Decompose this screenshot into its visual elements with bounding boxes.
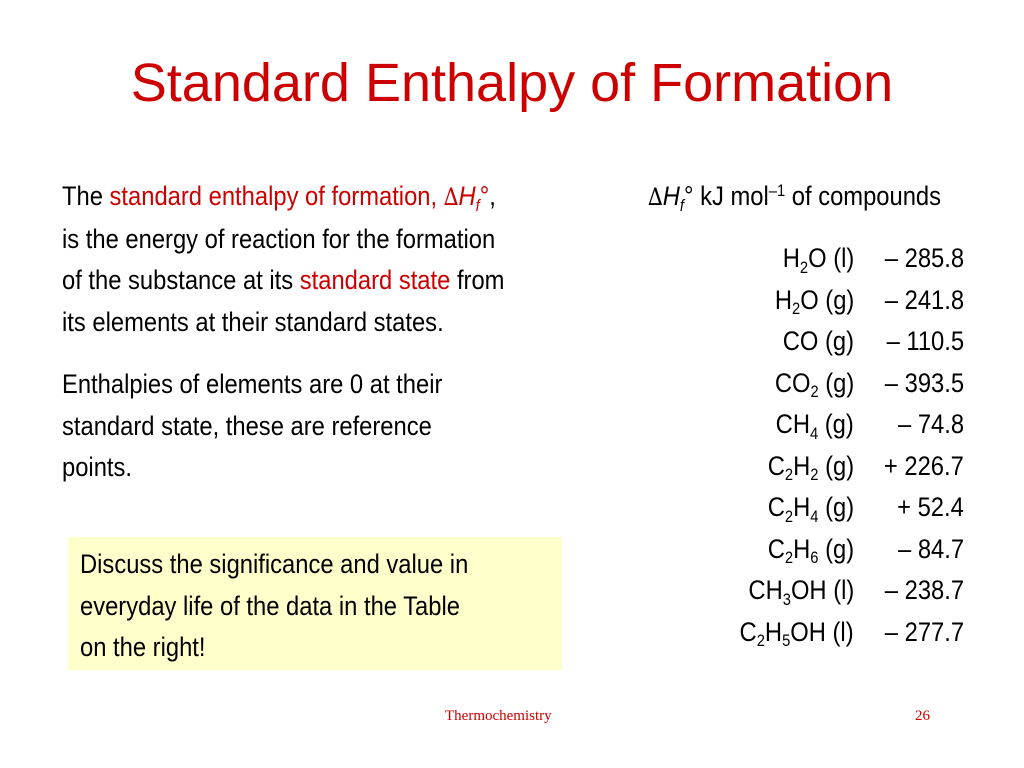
formula-subscript: 2 [784,548,794,568]
formula-text: (g) [818,533,854,564]
enthalpy-value: + 226.7 [884,450,964,481]
compound-formula [775,280,854,322]
formula-text: CO (g) [782,326,854,356]
formula-text: (g) [818,409,854,439]
formula-text: OH (l) [790,616,854,647]
formula-subscript: 2 [799,257,808,277]
formula-subscript: 6 [810,548,819,568]
definition-paragraph [62,176,504,343]
compound-formula [782,238,854,280]
compound-formula [768,446,854,488]
formula-text: C [767,533,785,564]
enthalpy-value: – 393.5 [884,367,964,398]
compound-formula [748,570,854,612]
definition-line-4: its elements at their standard states. [62,306,444,337]
header-enthalpy-symbol: H [662,181,680,211]
table-row [620,612,964,654]
definition-lead: The [62,181,110,211]
discussion-line-3: on the right! [80,632,206,662]
formula-text: H [793,450,811,481]
formula-subscript: 2 [810,465,819,485]
degree-symbol: ° [479,181,490,211]
formula-text: C [739,616,758,647]
table-row [620,446,964,488]
formula-text: H [782,243,800,273]
page-number: 26 [915,708,930,724]
table-row [620,321,964,363]
reference-paragraph [62,364,442,489]
enthalpy-table [620,238,964,653]
delta-symbol: ∆ [443,183,459,211]
table-row [620,404,964,446]
formula-text: H [774,284,792,315]
formula-text: C [767,492,785,522]
table-row [620,487,964,529]
header-degree-symbol: ° [684,181,694,211]
formula-subscript: 2 [757,631,766,651]
enthalpy-value: + 52.4 [897,492,964,522]
reference-line-3: points. [62,452,133,482]
compound-formula [775,363,854,405]
enthalpy-value: – 74.8 [897,409,964,439]
formula-subscript: 2 [810,382,819,402]
formula-text: (g) [818,367,854,398]
header-formation-subscript: f [679,195,685,215]
enthalpy-value: – 238.7 [884,575,964,605]
compound-formula [783,321,854,363]
formula-text: CH [748,575,783,605]
standard-state-term: standard state [299,265,451,295]
enthalpy-value: – 241.8 [884,284,964,315]
discussion-box [68,537,562,670]
formula-subscript: 5 [782,631,791,651]
enthalpy-value: – 110.5 [886,326,964,356]
header-unit-exponent: –1 [768,180,786,200]
formula-text: H [793,492,811,522]
formula-subscript: 2 [784,465,794,485]
formula-text: CO [774,367,811,398]
header-delta-symbol: ∆ [648,183,663,211]
formula-subscript: 2 [784,506,794,526]
reference-line-1: Enthalpies of elements are 0 at their [62,369,443,399]
definition-line-1 [62,176,504,219]
formula-subscript: 4 [810,506,819,526]
discussion-line-2: everyday life of the data in the Table [80,590,460,621]
compound-formula [768,487,854,529]
enthalpy-value: – 285.8 [884,243,964,273]
definition-line-2: is the energy of reaction for the formation [62,223,496,254]
discussion-line-1: Discuss the significance and value in [80,549,469,579]
table-row [620,238,964,280]
formation-subscript: f [475,195,480,215]
table-row [620,363,964,405]
formula-text: (g) [818,450,854,481]
table-header [648,176,941,219]
header-unit: kJ mol [693,181,769,211]
footer-label: Thermochemistry [445,708,552,724]
formula-subscript: 4 [810,423,819,443]
table-row [620,570,964,612]
table-row [620,529,964,571]
formula-text: O (l) [807,243,854,273]
formula-subscript: 3 [782,589,791,609]
discussion-text [80,544,468,669]
compound-formula [768,529,854,571]
enthalpy-value: – 277.7 [884,616,964,647]
compound-formula [740,612,854,654]
compound-formula [776,404,854,446]
formula-text: CH [775,409,811,439]
formula-text: H [765,616,783,647]
definition-line-3-lead: of the substance at its [62,265,300,295]
formula-text: C [767,450,785,481]
formula-text: H [793,533,811,564]
enthalpy-value: – 84.7 [897,533,964,564]
definition-term: standard enthalpy of formation, [109,181,444,211]
definition-comma: , [489,181,496,211]
enthalpy-symbol: H [458,181,476,211]
formula-text: O (g) [799,284,854,315]
definition-line-3 [62,260,504,302]
formula-subscript: 2 [791,299,800,319]
formula-text: OH (l) [790,575,854,605]
definition-line-3-tail: from [450,265,505,295]
formula-text: (g) [818,492,854,522]
reference-line-2: standard state, these are reference [62,410,432,441]
table-row [620,280,964,322]
slide-title: Standard Enthalpy of Formation [130,53,894,113]
header-tail: of compounds [785,181,942,211]
